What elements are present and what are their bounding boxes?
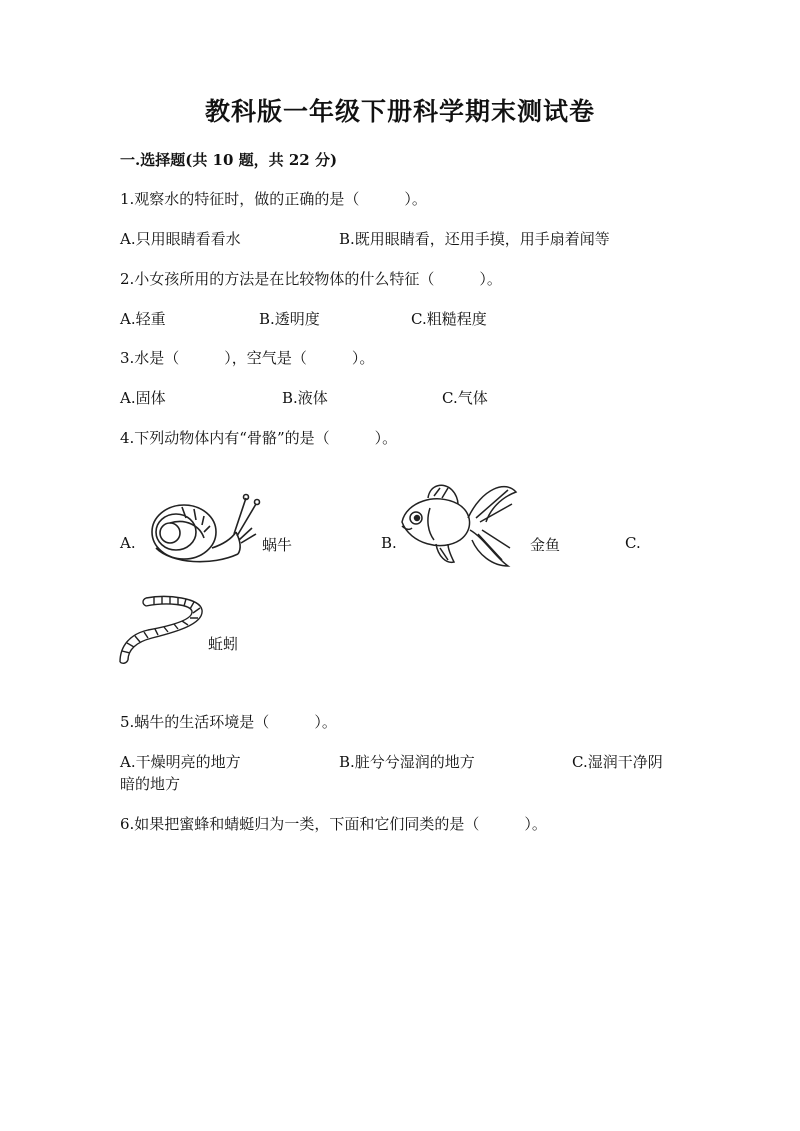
q4-option-b-caption: 金鱼: [530, 536, 561, 554]
q5-option-b[interactable]: B.脏兮兮湿润的地方: [339, 753, 475, 771]
q5-option-a[interactable]: A.干燥明亮的地方: [120, 753, 241, 771]
question-4: 4.下列动物体内有“骨骼”的是（ ）。: [120, 429, 398, 447]
question-1: 1.观察水的特征时，做的正确的是（ ）。: [120, 190, 427, 208]
question-6: 6.如果把蜜蜂和蜻蜓归为一类，下面和它们同类的是（ ）。: [120, 815, 547, 833]
q3-option-a[interactable]: A.固体: [120, 389, 166, 407]
earthworm-icon: [118, 592, 210, 668]
q2-option-b[interactable]: B.透明度: [259, 310, 320, 328]
q4-option-a-caption: 蜗牛: [262, 536, 293, 554]
q1-option-a[interactable]: A.只用眼睛看看水: [120, 230, 241, 248]
snail-icon: [142, 488, 262, 572]
q2-option-c[interactable]: C.粗糙程度: [411, 310, 487, 328]
q4-option-b-letter[interactable]: B.: [381, 534, 397, 552]
q2-option-a[interactable]: A.轻重: [120, 310, 166, 328]
q4-option-c-caption: 蚯蚓: [208, 635, 239, 653]
question-5: 5.蜗牛的生活环境是（ ）。: [120, 713, 337, 731]
q5-option-c-continued: 暗的地方: [120, 775, 181, 793]
section-heading: 一.选择题(共 10 题，共 22 分): [120, 151, 338, 169]
q4-option-c-letter[interactable]: C.: [625, 534, 641, 552]
question-2: 2.小女孩所用的方法是在比较物体的什么特征（ ）。: [120, 270, 502, 288]
q3-option-c[interactable]: C.气体: [442, 389, 488, 407]
q1-option-b[interactable]: B.既用眼睛看，还用手摸，用手扇着闻等: [339, 230, 610, 248]
q4-option-a-letter[interactable]: A.: [120, 534, 136, 552]
q5-option-c[interactable]: C.湿润干净阴: [572, 753, 663, 771]
q3-option-b[interactable]: B.液体: [282, 389, 328, 407]
question-3: 3.水是（ ），空气是（ ）。: [120, 349, 375, 367]
page-title: 教科版一年级下册科学期末测试卷: [204, 97, 595, 126]
goldfish-icon: [396, 478, 520, 570]
